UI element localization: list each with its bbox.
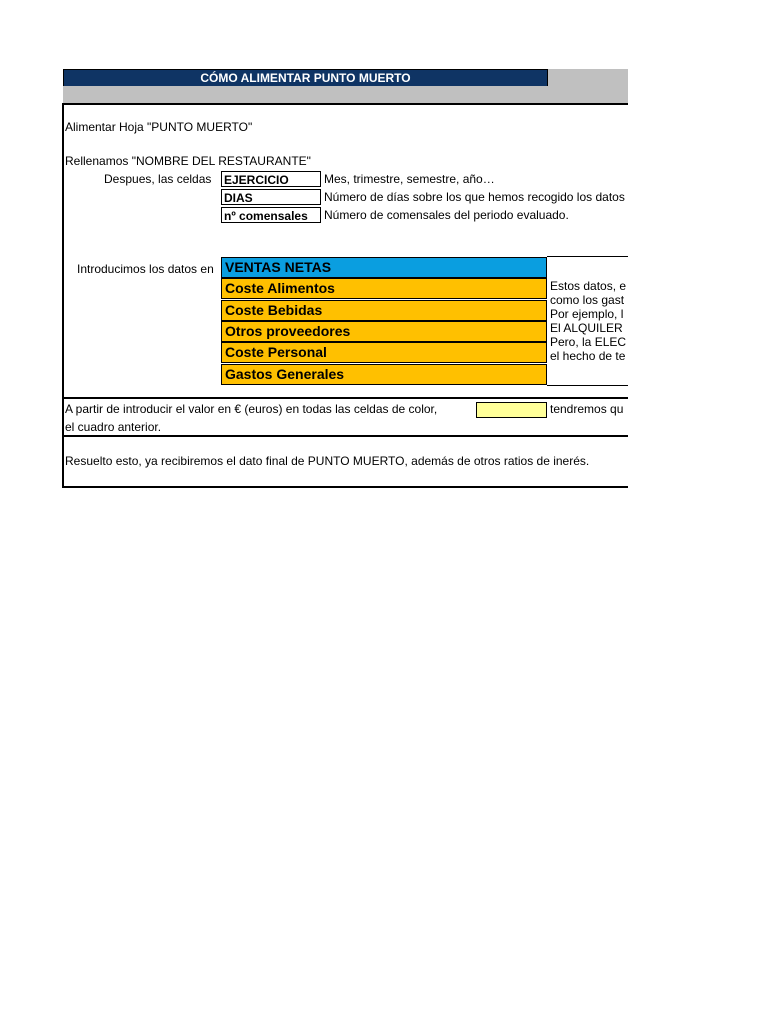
row-ventas-netas[interactable]: VENTAS NETAS [221,257,547,278]
side-note-line: el hecho de te [550,349,626,363]
cell-comensales[interactable]: nº comensales [221,207,321,223]
yellow-color-cell[interactable] [476,402,547,418]
side-note-line: Por ejemplo, l [550,307,624,321]
row-gastos-generales[interactable]: Gastos Generales [221,364,547,385]
header-gray-extension [548,69,628,86]
data-label: Introducimos los datos en [77,262,214,276]
side-note-line: El ALQUILER [550,321,623,335]
after-text-right: tendremos qu [550,402,624,416]
section-divider [62,397,628,399]
frame-left-border [62,104,64,488]
row-coste-bebidas[interactable]: Coste Bebidas [221,300,547,321]
resolved-text: Resuelto esto, ya recibiremos el dato final de PUNTO MUERTO, además de otros ratios de inerés. [65,454,590,468]
intro-text: Alimentar Hoja "PUNTO MUERTO" [65,120,253,134]
side-note-line: como los gast [550,293,625,307]
notes-top-border [547,256,628,257]
frame-bottom-border [62,486,628,488]
page-title: CÓMO ALIMENTAR PUNTO MUERTO [63,69,548,88]
side-note-line: Pero, la ELEC [550,335,627,349]
row-otros-proveedores[interactable]: Otros proveedores [221,321,547,342]
fill-name-text: Rellenamos "NOMBRE DEL RESTAURANTE" [65,154,311,168]
cell-ejercicio-desc: Mes, trimestre, semestre, año… [324,172,495,186]
cell-ejercicio[interactable]: EJERCICIO [221,171,321,187]
frame-top-border [62,103,628,105]
cells-label: Despues, las celdas [104,172,212,186]
cell-dias-desc: Número de días sobre los que hemos recogido los datos [324,190,625,204]
after-text-line1: A partir de introducir el valor en € (euros) en todas las celdas de color, [65,402,438,416]
after-text-line2: el cuadro anterior. [65,420,162,434]
header-gray-bar [63,86,628,104]
side-note-line: Estos datos, e [550,279,627,293]
row-coste-alimentos[interactable]: Coste Alimentos [221,278,547,299]
cell-comensales-desc: Número de comensales del periodo evaluado. [324,208,569,222]
cell-dias[interactable]: DIAS [221,189,321,205]
notes-bottom-border [547,385,628,386]
row-coste-personal[interactable]: Coste Personal [221,342,547,363]
section-divider [62,435,628,437]
